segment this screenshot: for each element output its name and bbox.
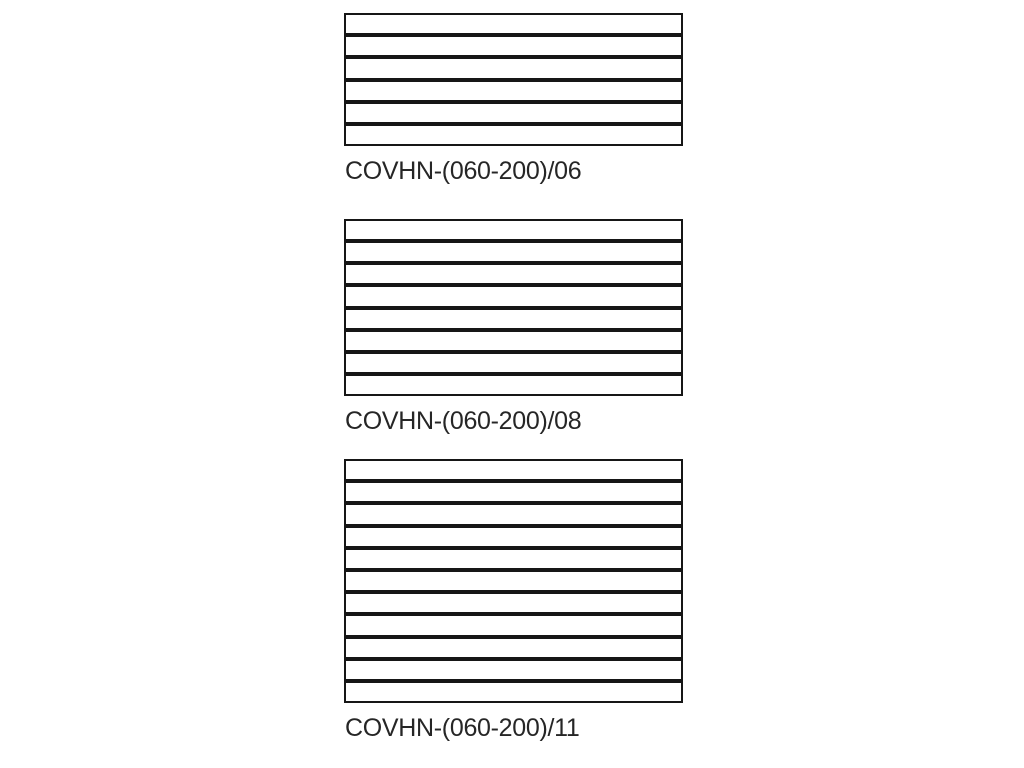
panel-label-06: COVHN-(060-200)/06 — [345, 157, 582, 185]
panel-slat — [346, 572, 681, 594]
panel-slat — [346, 243, 681, 265]
panel-slat — [346, 354, 681, 376]
panel-slat — [346, 461, 681, 483]
panel-slat — [346, 221, 681, 243]
panel-slat — [346, 104, 681, 126]
slatted-panel-11 — [344, 459, 683, 703]
panel-slat — [346, 505, 681, 527]
panel-slat — [346, 332, 681, 354]
panel-slat — [346, 594, 681, 616]
panel-slat — [346, 639, 681, 661]
panel-slat — [346, 616, 681, 638]
panel-slat — [346, 126, 681, 144]
panel-slat — [346, 82, 681, 104]
panel-label-11: COVHN-(060-200)/11 — [345, 714, 580, 742]
panel-label-08: COVHN-(060-200)/08 — [345, 407, 582, 435]
panel-slat — [346, 287, 681, 309]
panel-slat — [346, 483, 681, 505]
panel-slat — [346, 265, 681, 287]
slatted-panel-08 — [344, 219, 683, 396]
panel-slat — [346, 528, 681, 550]
panel-slat — [346, 37, 681, 59]
panel-slat — [346, 15, 681, 37]
panel-slat — [346, 59, 681, 81]
slatted-panel-06 — [344, 13, 683, 146]
panel-slat — [346, 550, 681, 572]
panel-slat — [346, 661, 681, 683]
panel-slat — [346, 310, 681, 332]
panel-slat — [346, 376, 681, 394]
panel-slat — [346, 683, 681, 701]
